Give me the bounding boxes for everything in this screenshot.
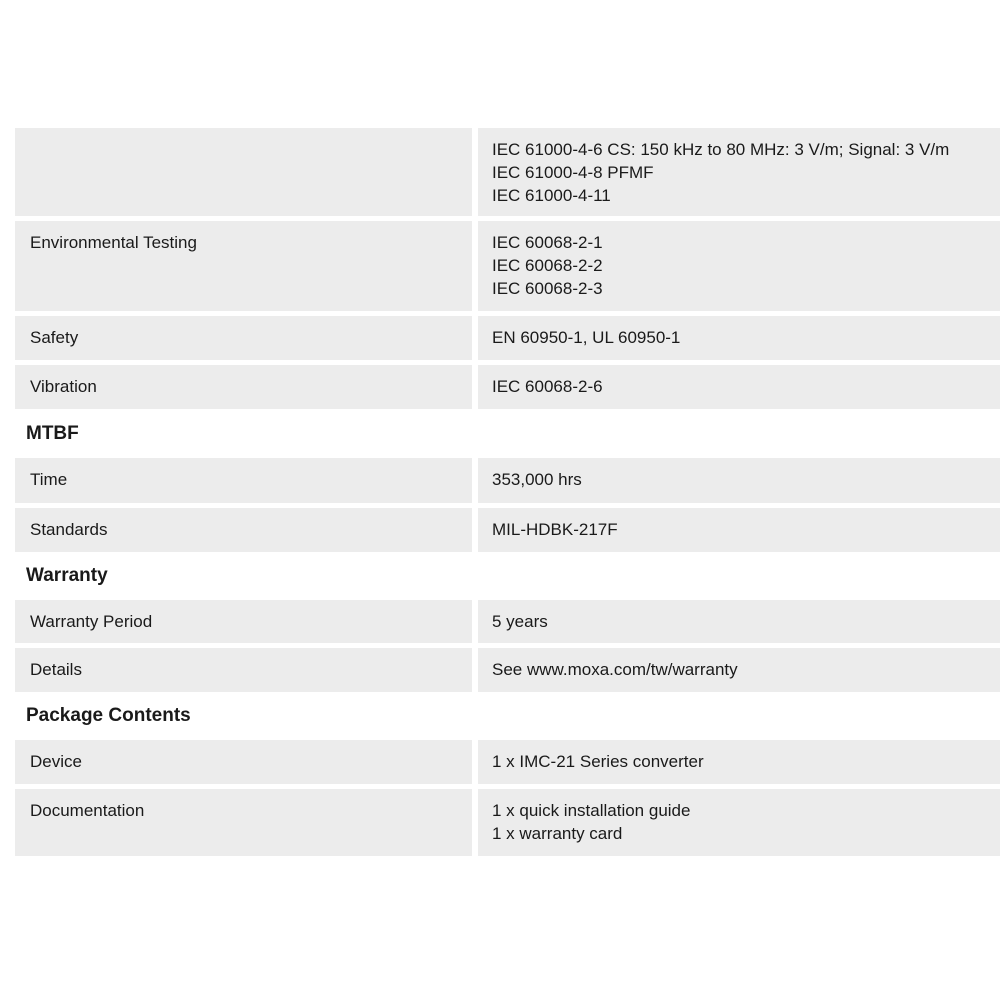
spec-value-line: IEC 61000-4-8 PFMF [492,163,654,182]
spec-label: Standards [15,508,472,552]
spec-value: MIL-HDBK-217F [478,508,1000,552]
spec-label: Safety [15,316,472,360]
spec-row-warranty-period [15,600,1000,643]
spec-value-line: 1 x warranty card [492,824,623,843]
spec-value-line: IEC 60068-2-1 [492,233,603,252]
spec-row-vibration [15,365,1000,409]
spec-label [15,128,472,216]
spec-row-details [15,648,1000,692]
spec-value: EN 60950-1, UL 60950-1 [478,316,1000,360]
spec-sheet [15,128,1000,856]
spec-value-line: IEC 60068-2-3 [492,279,603,298]
spec-row-environmental-testing [15,221,1000,311]
spec-value: See www.moxa.com/tw/warranty [478,648,1000,692]
section-title-package-contents: Package Contents [26,705,191,726]
spec-value-line: IEC 61000-4-6 CS: 150 kHz to 80 MHz: 3 V/m; Signal: 3 V/m [492,140,950,159]
spec-label: Time [15,458,472,503]
spec-value: 353,000 hrs [478,458,1000,503]
spec-row-device [15,740,1000,784]
spec-row-standards [15,508,1000,552]
section-title-mtbf: MTBF [26,422,79,444]
spec-label: Details [15,648,472,692]
section-title-warranty: Warranty [26,565,108,586]
spec-row-emc-continued [15,128,1000,216]
spec-value: IEC 60068-2-6 [478,365,1000,409]
spec-value-line: IEC 61000-4-11 [492,186,611,205]
spec-label: Documentation [15,789,472,856]
spec-label: Warranty Period [15,600,472,643]
spec-row-documentation [15,789,1000,856]
spec-value: 5 years [478,600,1000,643]
spec-row-safety [15,316,1000,360]
spec-label: Device [15,740,472,784]
spec-value: 1 x IMC-21 Series converter [478,740,1000,784]
spec-label: Environmental Testing [15,221,472,311]
spec-value-line: IEC 60068-2-2 [492,256,603,275]
spec-value [478,221,1000,311]
spec-label: Vibration [15,365,472,409]
spec-value [478,789,1000,856]
spec-value [478,128,1000,216]
spec-value-line: 1 x quick installation guide [492,801,691,820]
spec-row-time [15,458,1000,503]
